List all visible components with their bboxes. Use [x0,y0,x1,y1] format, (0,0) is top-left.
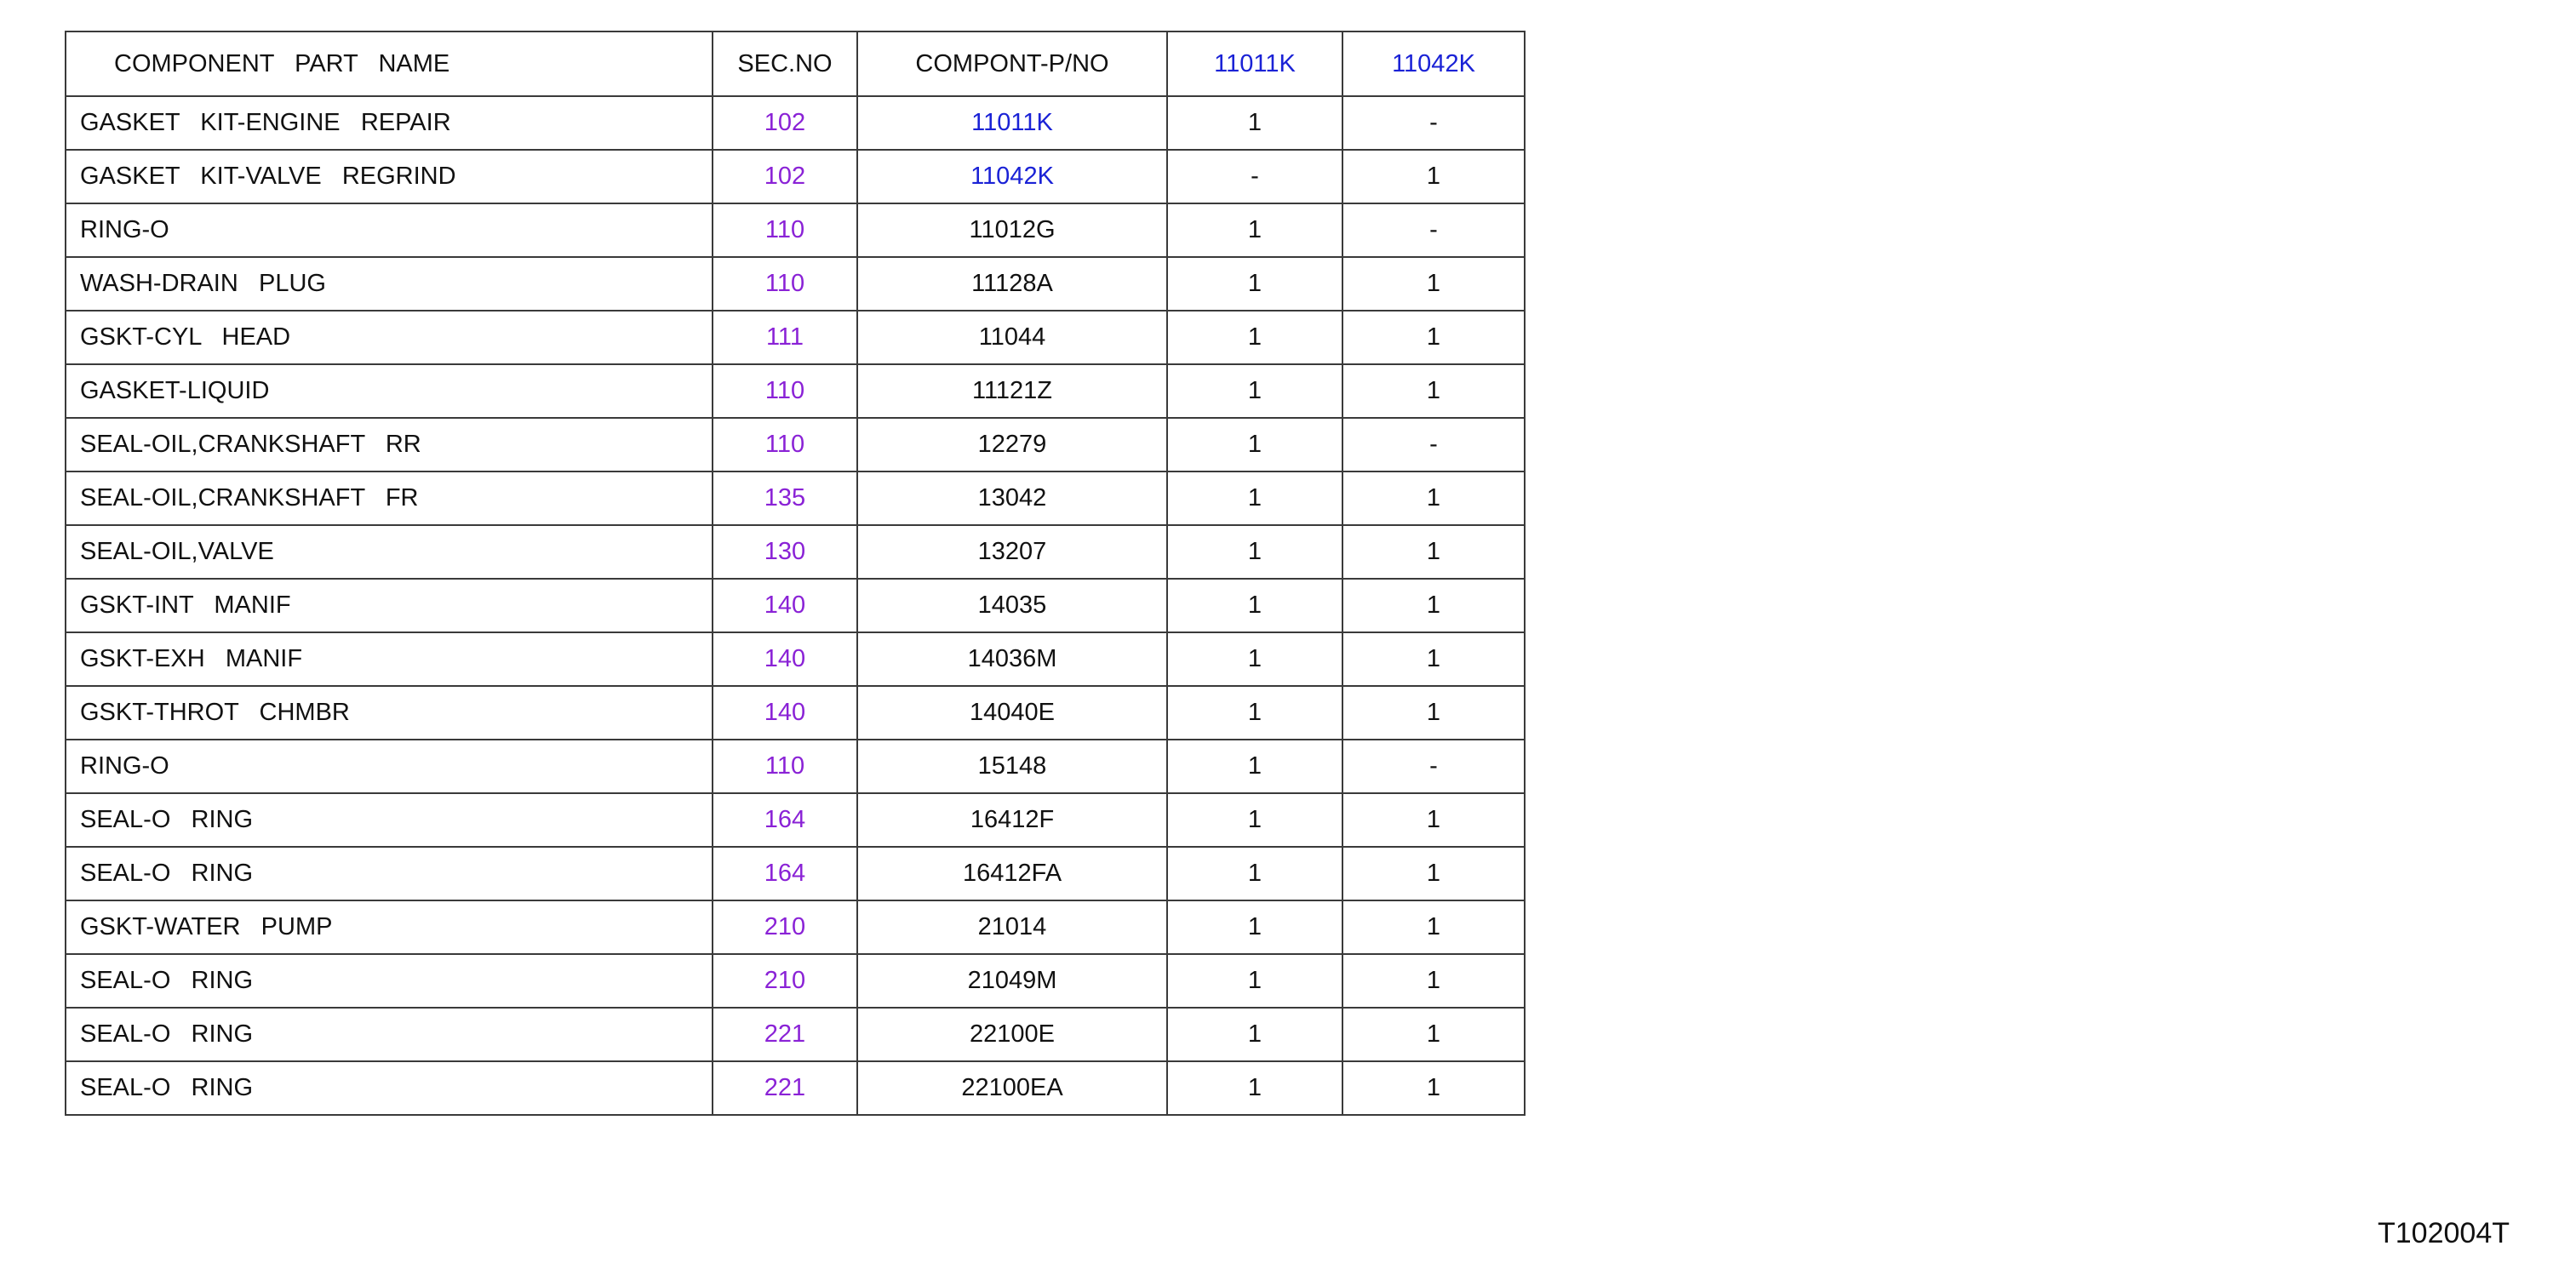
qty-11011k-cell: 1 [1167,257,1342,311]
qty-11042k-cell: 1 [1342,579,1525,632]
header-kit-11042k-link[interactable]: 11042K [1342,31,1525,96]
part-no-cell: 14035 [857,579,1167,632]
part-no-cell: 11012G [857,203,1167,257]
component-name-cell: SEAL-O RING [66,1008,713,1061]
qty-11011k-cell: 1 [1167,847,1342,900]
sec-no-link[interactable]: 102 [713,96,857,150]
document-id: T102004T [2378,1217,2510,1249]
qty-11042k-cell: - [1342,203,1525,257]
component-name-cell: GASKET-LIQUID [66,364,713,418]
qty-11042k-cell: 1 [1342,686,1525,740]
component-name-cell: GSKT-WATER PUMP [66,900,713,954]
qty-11042k-cell: 1 [1342,632,1525,686]
table-row [66,311,1525,364]
qty-11011k-cell: - [1167,150,1342,203]
sec-no-link[interactable]: 110 [713,418,857,471]
table-row [66,418,1525,471]
qty-11011k-cell: 1 [1167,686,1342,740]
qty-11011k-cell: 1 [1167,311,1342,364]
sec-no-link[interactable]: 210 [713,900,857,954]
table-row [66,1061,1525,1115]
qty-11042k-cell: 1 [1342,311,1525,364]
part-no-link[interactable]: 11011K [857,96,1167,150]
sec-no-link[interactable]: 110 [713,364,857,418]
table-row [66,632,1525,686]
qty-11042k-cell: 1 [1342,257,1525,311]
qty-11042k-cell: - [1342,96,1525,150]
qty-11011k-cell: 1 [1167,96,1342,150]
table-row [66,364,1525,418]
qty-11011k-cell: 1 [1167,418,1342,471]
table-row [66,471,1525,525]
table-row [66,847,1525,900]
header-row [66,31,1525,96]
sec-no-link[interactable]: 140 [713,579,857,632]
qty-11042k-cell: - [1342,418,1525,471]
part-no-cell: 11044 [857,311,1167,364]
component-name-cell: SEAL-O RING [66,1061,713,1115]
qty-11042k-cell: 1 [1342,364,1525,418]
part-no-link[interactable]: 11042K [857,150,1167,203]
component-name-cell: GSKT-CYL HEAD [66,311,713,364]
sec-no-link[interactable]: 110 [713,257,857,311]
sec-no-link[interactable]: 130 [713,525,857,579]
sec-no-link[interactable]: 135 [713,471,857,525]
table-row [66,203,1525,257]
qty-11042k-cell: 1 [1342,954,1525,1008]
part-no-cell: 21014 [857,900,1167,954]
qty-11042k-cell: 1 [1342,847,1525,900]
sec-no-link[interactable]: 110 [713,740,857,793]
qty-11011k-cell: 1 [1167,740,1342,793]
parts-table-header [66,31,1525,96]
table-row [66,150,1525,203]
table-row [66,1008,1525,1061]
qty-11042k-cell: 1 [1342,150,1525,203]
part-no-cell: 11121Z [857,364,1167,418]
component-name-cell: RING-O [66,740,713,793]
qty-11042k-cell: 1 [1342,900,1525,954]
table-row [66,686,1525,740]
part-no-cell: 22100EA [857,1061,1167,1115]
sec-no-link[interactable]: 140 [713,632,857,686]
sec-no-link[interactable]: 140 [713,686,857,740]
header-kit-11011k-link[interactable]: 11011K [1167,31,1342,96]
qty-11011k-cell: 1 [1167,793,1342,847]
header-part-no: COMPONT-P/NO [857,31,1167,96]
part-no-cell: 11128A [857,257,1167,311]
qty-11011k-cell: 1 [1167,203,1342,257]
table-row [66,954,1525,1008]
parts-table-body [66,96,1525,1115]
component-name-cell: WASH-DRAIN PLUG [66,257,713,311]
header-sec-no: SEC.NO [713,31,857,96]
component-name-cell: GASKET KIT-ENGINE REPAIR [66,96,713,150]
qty-11011k-cell: 1 [1167,471,1342,525]
parts-table [65,31,1526,1116]
qty-11011k-cell: 1 [1167,900,1342,954]
qty-11011k-cell: 1 [1167,364,1342,418]
sec-no-link[interactable]: 221 [713,1061,857,1115]
qty-11011k-cell: 1 [1167,1008,1342,1061]
table-row [66,793,1525,847]
sec-no-link[interactable]: 210 [713,954,857,1008]
qty-11042k-cell: 1 [1342,793,1525,847]
part-no-cell: 21049M [857,954,1167,1008]
table-row [66,740,1525,793]
part-no-cell: 16412F [857,793,1167,847]
qty-11042k-cell: 1 [1342,1061,1525,1115]
component-name-cell: SEAL-O RING [66,847,713,900]
qty-11011k-cell: 1 [1167,525,1342,579]
table-row [66,257,1525,311]
qty-11042k-cell: 1 [1342,1008,1525,1061]
component-name-cell: SEAL-O RING [66,954,713,1008]
component-name-cell: SEAL-OIL,CRANKSHAFT FR [66,471,713,525]
qty-11042k-cell: 1 [1342,525,1525,579]
part-no-cell: 22100E [857,1008,1167,1061]
sec-no-link[interactable]: 102 [713,150,857,203]
component-name-cell: SEAL-OIL,CRANKSHAFT RR [66,418,713,471]
qty-11011k-cell: 1 [1167,954,1342,1008]
header-component-name: COMPONENT PART NAME [66,31,713,96]
part-no-cell: 12279 [857,418,1167,471]
qty-11042k-cell: - [1342,740,1525,793]
component-name-cell: RING-O [66,203,713,257]
component-name-cell: GSKT-THROT CHMBR [66,686,713,740]
part-no-cell: 16412FA [857,847,1167,900]
component-name-cell: GSKT-EXH MANIF [66,632,713,686]
qty-11042k-cell: 1 [1342,471,1525,525]
table-row [66,525,1525,579]
sec-no-link[interactable]: 221 [713,1008,857,1061]
sec-no-link[interactable]: 164 [713,847,857,900]
part-no-cell: 13042 [857,471,1167,525]
sec-no-link[interactable]: 164 [713,793,857,847]
table-row [66,96,1525,150]
part-no-cell: 15148 [857,740,1167,793]
sec-no-link[interactable]: 111 [713,311,857,364]
qty-11011k-cell: 1 [1167,579,1342,632]
component-name-cell: SEAL-OIL,VALVE [66,525,713,579]
part-no-cell: 14040E [857,686,1167,740]
table-row [66,579,1525,632]
component-name-cell: GSKT-INT MANIF [66,579,713,632]
sec-no-link[interactable]: 110 [713,203,857,257]
component-name-cell: SEAL-O RING [66,793,713,847]
part-no-cell: 14036M [857,632,1167,686]
table-row [66,900,1525,954]
qty-11011k-cell: 1 [1167,1061,1342,1115]
qty-11011k-cell: 1 [1167,632,1342,686]
component-name-cell: GASKET KIT-VALVE REGRIND [66,150,713,203]
part-no-cell: 13207 [857,525,1167,579]
